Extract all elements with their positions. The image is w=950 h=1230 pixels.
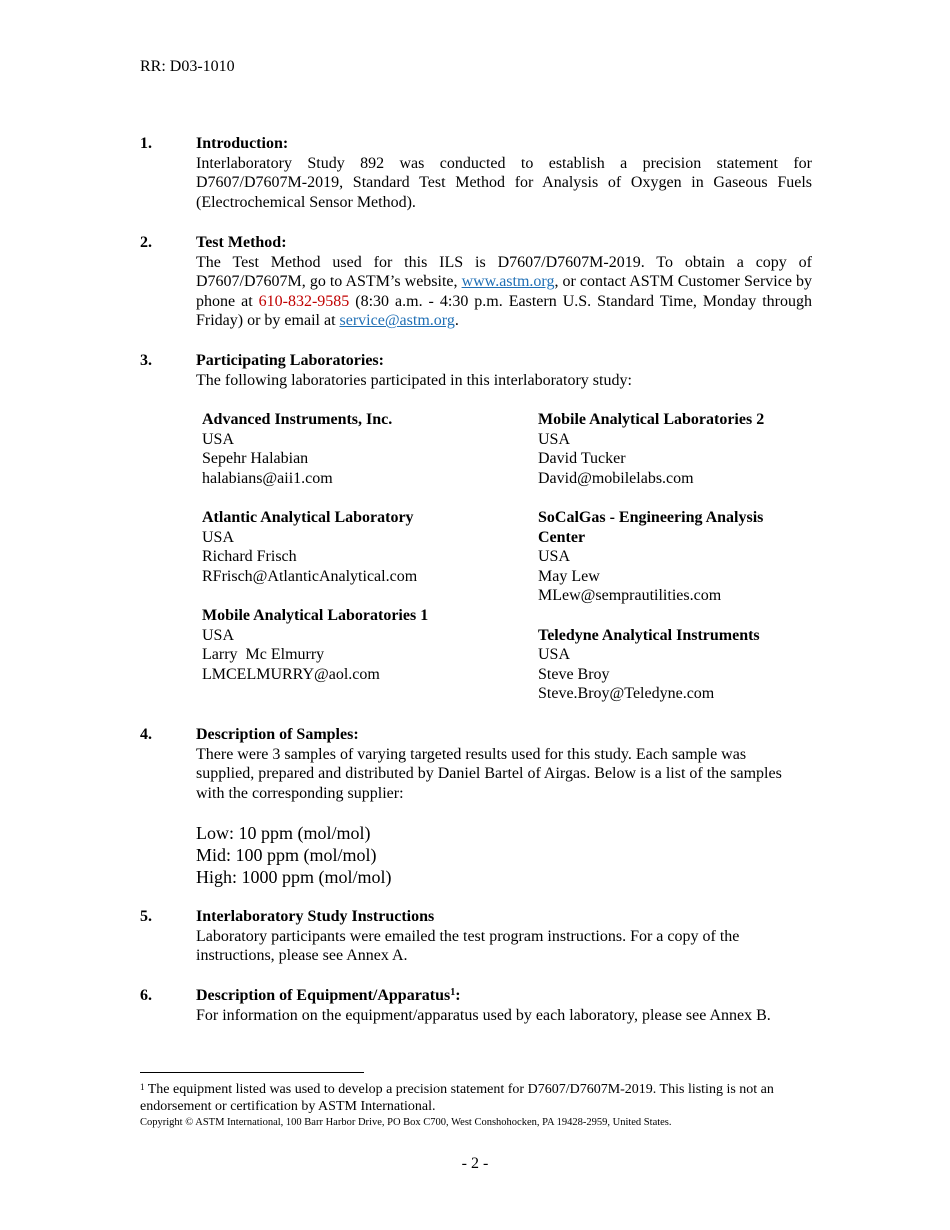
phone-number: 610-832-9585 (258, 292, 350, 310)
sample-item: Mid: 100 ppm (mol/mol) (196, 845, 377, 865)
lab-email: David@mobilelabs.com (538, 469, 694, 487)
section-text: The following laboratories participated in this interlaboratory study: (196, 371, 632, 389)
document-id-header: RR: D03-1010 (140, 58, 235, 75)
section-title-text: Description of Equipment/Apparatus (196, 987, 451, 1004)
samples-list (196, 822, 392, 888)
section-description-of-samples (140, 725, 812, 803)
lab-contact: May Lew (538, 567, 600, 585)
section-test-method (140, 233, 812, 331)
labs-left-column (202, 410, 522, 704)
lab-entry (202, 508, 522, 586)
sample-item: High: 1000 ppm (mol/mol) (196, 867, 392, 887)
section-title: Participating Laboratories: (196, 352, 384, 369)
lab-entry (538, 508, 798, 606)
section-title: Description of Samples: (196, 726, 359, 743)
section-text: There were 3 samples of varying targeted results used for this study. Each sample was supplied, prepared and distributed by Daniel Bartel of Airgas. Below is a list of the samples with the corresponding supplier: (196, 745, 782, 802)
section-number: 5. (140, 908, 152, 925)
lab-entry (538, 410, 798, 488)
lab-country: USA (538, 430, 571, 448)
section-title: Test Method: (196, 234, 287, 251)
section-text: Interlaboratory Study 892 was conducted to establish a precision statement for D7607/D7607M-2019, Standard Test Method for Analysis of Oxygen in Gaseous Fuels (Electrochemical Sensor Method). (196, 154, 812, 211)
lab-name: Teledyne Analytical Instruments (538, 626, 760, 644)
lab-contact: Richard Frisch (202, 548, 297, 566)
lab-email: halabians@aii1.com (202, 469, 333, 487)
lab-country: USA (538, 646, 571, 664)
footnote-marker: 1 (450, 987, 456, 998)
lab-contact: Larry Mc Elmurry (202, 646, 325, 664)
lab-contact: David Tucker (538, 450, 626, 468)
lab-country: USA (202, 626, 235, 644)
section-title: Interlaboratory Study Instructions (196, 908, 435, 925)
section-ils-instructions (140, 907, 812, 966)
lab-entry (538, 626, 798, 704)
lab-name: Atlantic Analytical Laboratory (202, 508, 414, 526)
lab-entry (202, 410, 522, 488)
lab-name: Mobile Analytical Laboratories 2 (538, 411, 765, 428)
section-introduction (140, 134, 812, 212)
copyright-notice: Copyright © ASTM International, 100 Barr Harbor Drive, PO Box C700, West Conshohocken, PA 19428-2959, United States. (140, 1117, 672, 1128)
lab-entry (202, 606, 522, 684)
section-number: 3. (140, 352, 152, 369)
text-fragment: (8:30 a.m. - 4:30 p.m. Eastern U.S. Standard Time, Monday through Friday) or by email at (196, 292, 812, 330)
section-participating-labs (140, 351, 812, 390)
page-number: - 2 - (461, 1155, 489, 1172)
lab-name: SoCalGas - Engineering Analysis Center (538, 508, 764, 546)
lab-country: USA (202, 528, 235, 546)
lab-email: RFrisch@AtlanticAnalytical.com (202, 567, 418, 585)
footnote-divider (140, 1072, 364, 1073)
section-number: 2. (140, 234, 152, 251)
footnote-text: The equipment listed was used to develop a precision statement for D7607/D7607M-2019. This listing is not an endorsement or certification by ASTM International. (140, 1082, 774, 1114)
lab-contact: Sepehr Halabian (202, 450, 309, 468)
text-fragment: The Test Method used for this ILS is D7607/D7607M-2019. To obtain a copy of D7607/D7607M, go to ASTM’s website, (196, 253, 812, 291)
lab-email: MLew@semprautilities.com (538, 587, 722, 605)
section-number: 1. (140, 135, 152, 152)
lab-name: Mobile Analytical Laboratories 1 (202, 606, 429, 624)
service-email-link[interactable]: service@astm.org (339, 312, 455, 330)
section-number: 4. (140, 726, 152, 743)
section-equipment (140, 986, 812, 1025)
text-fragment: , or contact ASTM Customer Service by phone at (196, 273, 812, 310)
lab-country: USA (538, 548, 571, 566)
section-text: For information on the equipment/apparatus used by each laboratory, please see Annex B. (196, 1006, 771, 1024)
lab-country: USA (202, 430, 235, 448)
footnote (140, 1081, 812, 1115)
section-title-suffix: : (455, 987, 461, 1004)
section-title: Introduction: (196, 135, 289, 152)
section-text: Laboratory participants were emailed the test program instructions. For a copy of the instructions, please see Annex A. (196, 927, 740, 965)
lab-contact: Steve Broy (538, 665, 610, 683)
astm-website-link[interactable]: www.astm.org (461, 273, 555, 291)
section-title (196, 986, 812, 1006)
section-text (196, 253, 812, 331)
labs-right-column (538, 410, 798, 724)
section-number: 6. (140, 987, 152, 1004)
sample-item: Low: 10 ppm (mol/mol) (196, 823, 371, 843)
lab-email: LMCELMURRY@aol.com (202, 665, 380, 683)
footnote-marker: 1 (140, 1082, 145, 1092)
lab-email: Steve.Broy@Teledyne.com (538, 685, 715, 703)
text-fragment: . (454, 312, 459, 330)
lab-name: Advanced Instruments, Inc. (202, 411, 393, 428)
